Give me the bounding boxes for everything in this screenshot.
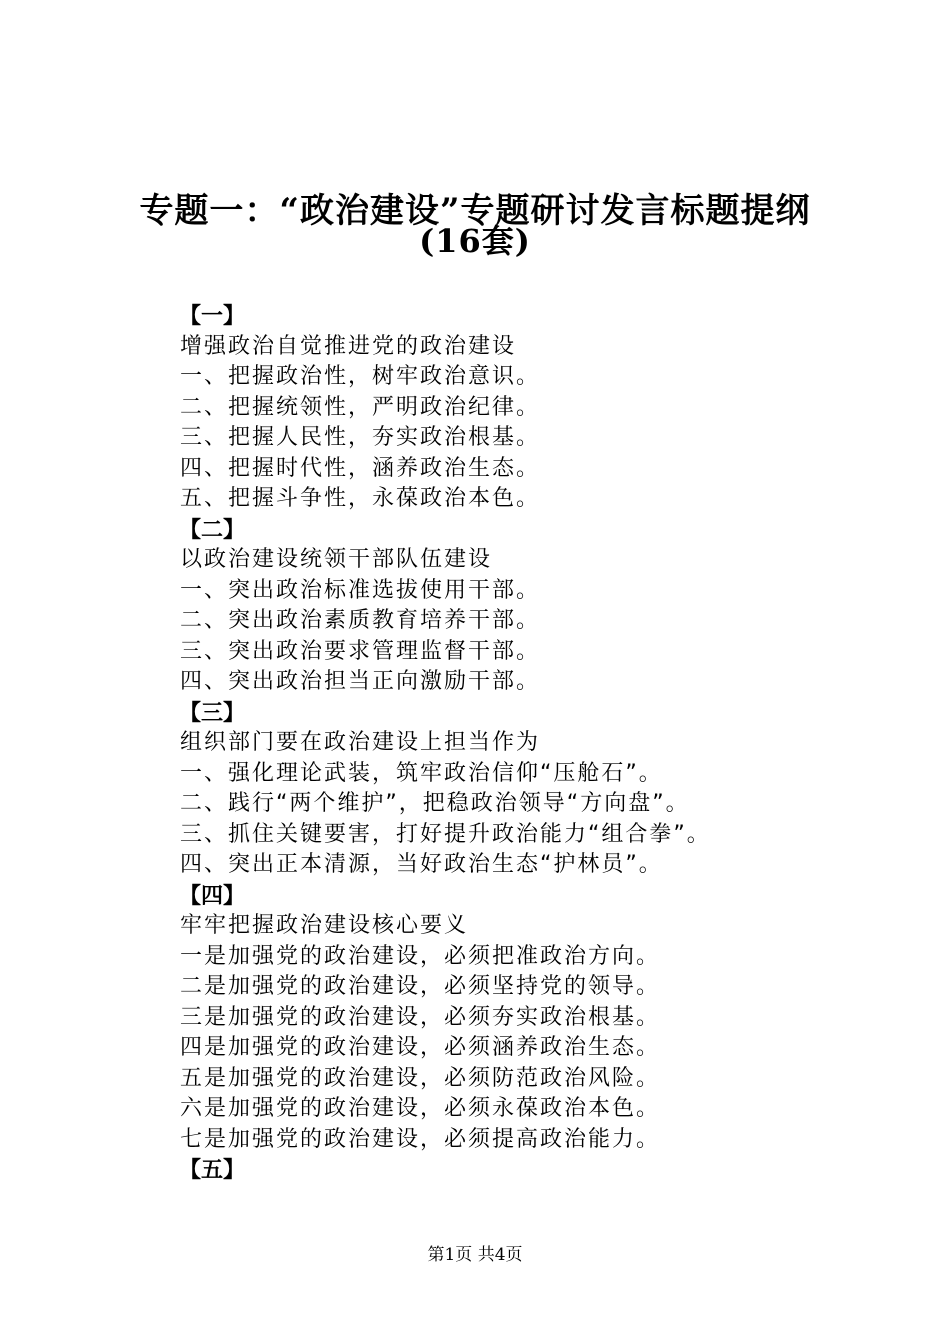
- section-subtitle: 增强政治自觉推进党的政治建设: [180, 333, 517, 359]
- outline-item: 七是加强党的政治建设，必须提高政治能力。: [180, 1126, 661, 1152]
- section-subtitle: 牢牢把握政治建设核心要义: [180, 913, 469, 938]
- outline-item: 二、践行“两个维护”，把稳政治领导“方向盘”。: [180, 791, 690, 816]
- outline-item: 一是加强党的政治建设，必须把准政治方向。: [180, 943, 661, 969]
- outline-item: 四是加强党的政治建设，必须涵养政治生态。: [180, 1035, 661, 1060]
- section-heading: 【一】: [179, 303, 246, 329]
- outline-item: 二、把握统领性，严明政治纪律。: [180, 394, 541, 420]
- outline-item: 一、把握政治性，树牢政治意识。: [180, 364, 541, 389]
- outline-item: 一、强化理论武装，筑牢政治信仰“压舱石”。: [180, 760, 663, 786]
- outline-item: 五是加强党的政治建设，必须防范政治风险。: [180, 1065, 661, 1091]
- document-body: [180, 301, 880, 1186]
- section-heading: 【五】: [179, 1157, 246, 1183]
- outline-item: 二是加强党的政治建设，必须坚持党的领导。: [180, 974, 661, 999]
- section-heading: 【二】: [179, 516, 246, 543]
- document-title-count: (16套): [419, 222, 531, 260]
- section-subtitle: 以政治建设统领干部队伍建设: [180, 547, 493, 572]
- outline-item: 二、突出政治素质教育培养干部。: [180, 608, 541, 633]
- outline-item: 四、突出政治担当正向激励干部。: [180, 669, 541, 694]
- outline-item: 三、抓住关键要害，打好提升政治能力“组合拳”。: [180, 821, 711, 847]
- section-subtitle: 组织部门要在政治建设上担当作为: [180, 730, 541, 755]
- outline-item: 六是加强党的政治建设，必须永葆政治本色。: [180, 1096, 661, 1121]
- section-heading: 【四】: [179, 882, 246, 909]
- outline-item: 三、突出政治要求管理监督干部。: [180, 638, 541, 664]
- outline-item: 五、把握斗争性，永葆政治本色。: [180, 486, 541, 511]
- document-title: 专题一：“政治建设”专题研讨发言标题提纲: [139, 191, 811, 231]
- outline-item: 四、把握时代性，涵养政治生态。: [180, 455, 541, 481]
- outline-item: 一、突出政治标准选拔使用干部。: [180, 577, 541, 603]
- outline-item: 三是加强党的政治建设，必须夯实政治根基。: [180, 1004, 661, 1030]
- page-footer: 第1页 共4页: [427, 1245, 523, 1265]
- section-heading: 【三】: [179, 699, 246, 726]
- outline-item: 四、突出正本清源，当好政治生态“护林员”。: [180, 852, 663, 877]
- outline-item: 三、把握人民性，夯实政治根基。: [180, 425, 541, 450]
